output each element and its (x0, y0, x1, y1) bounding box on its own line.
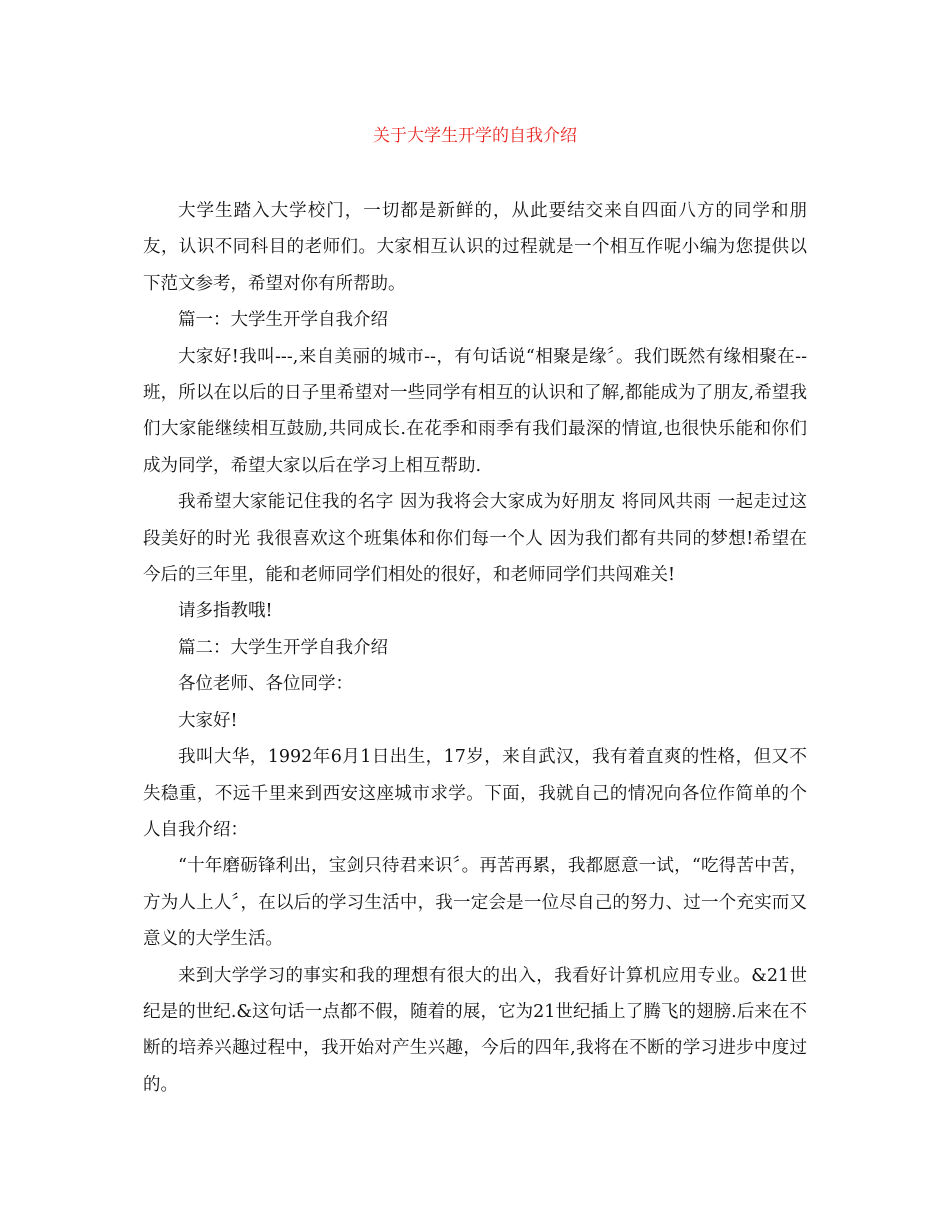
paragraph: 我叫大华，1992年6月1日出生，17岁，来自武汉，我有着直爽的性格，但又不失稳重，不远千里来到西安这座城市求学。下面，我就自己的情况向各位作简单的个人自我介绍： (143, 747, 807, 840)
paragraph: 请多指教哦! (178, 601, 273, 622)
intro-paragraph: 大学生踏入大学校门，一切都是新鲜的，从此要结交来自四面八方的同学和朋友，认识不同科目的老师们。大家相互认识的过程就是一个相互作呢小编为您提供以下范文参考，希望对你有所帮助。 (143, 201, 807, 294)
document-body (143, 193, 807, 1103)
paragraph: “十年磨砺锋利出，宝剑只待君来识〞。再苦再累，我都愿意一试，“吃得苦中苦，方为人上人〞，在以后的学习生活中，我一定会是一位尽自己的努力、过一个充实而又意义的大学生活。 (143, 856, 807, 950)
section-heading-part-one: 篇一：大学生开学自我介绍 (178, 310, 388, 331)
section-heading-part-two: 篇二：大学生开学自我介绍 (178, 637, 388, 658)
paragraph: 大家好!我叫---,来自美丽的城市--，有句话说“相聚是缘〞。我们既然有缘相聚在--班，所以在以后的日子里希望对一些同学有相互的认识和了解,都能成为了朋友,希望我们大家能继续相互鼓励,共同成长.在花季和雨季有我们最深的情谊,也很快乐能和你们成为同学，希望大家以后在学习上相互帮助. (143, 346, 807, 476)
document-title: 关于大学生开学的自我介绍 (373, 126, 577, 146)
greeting: 大家好! (178, 710, 238, 731)
paragraph: 来到大学学习的事实和我的理想有很大的出入，我看好计算机应用专业。&21世纪是的世纪.&这句话一点都不假，随着的展，它为21世纪插上了腾飞的翅膀.后来在不断的培养兴趣过程中，我开始对产生兴趣，今后的四年,我将在不断的学习进步中度过的。 (143, 965, 807, 1095)
salutation: 各位老师、各位同学： (178, 674, 353, 695)
paragraph: 我希望大家能记住我的名字 因为我将会大家成为好朋友 将同风共雨 一起走过这段美好的时光 我很喜欢这个班集体和你们每一个人 因为我们都有共同的梦想!希望在今后的三年里，能和老师同学们相处的很好，和老师同学们共闯难关! (143, 492, 807, 586)
